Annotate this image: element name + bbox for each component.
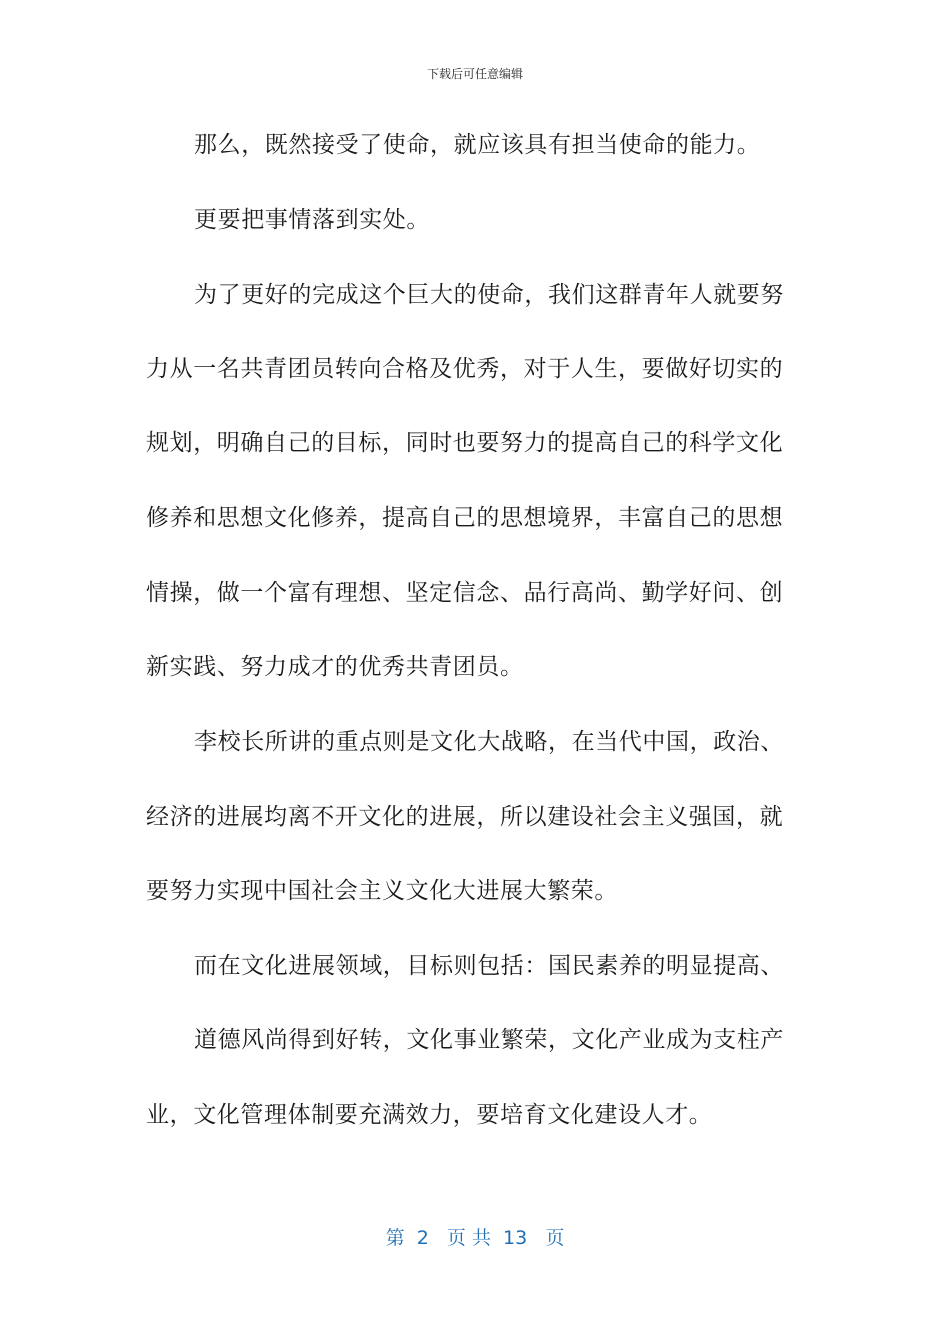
body-line: 那么，既然接受了使命，就应该具有担当使命的能力。 xyxy=(194,132,761,158)
page-number: 第 2 页 共 13 页 xyxy=(385,1227,565,1249)
body-line: 为了更好的完成这个巨大的使命，我们这群青年人就要努 xyxy=(194,282,784,308)
body-line: 业，文化管理体制要充满效力，要培育文化建设人才。 xyxy=(146,1102,713,1128)
body-line: 力从一名共青团员转向合格及优秀，对于人生，要做好切实的 xyxy=(146,356,784,382)
body-line: 修养和思想文化修养，提高自己的思想境界，丰富自己的思想 xyxy=(146,505,784,531)
body-line: 道德风尚得到好转，文化事业繁荣，文化产业成为支柱产 xyxy=(194,1027,784,1053)
body-line: 李校长所讲的重点则是文化大战略，在当代中国，政治、 xyxy=(194,729,784,755)
body-line: 新实践、努力成才的优秀共青团员。 xyxy=(146,654,524,680)
body-line: 而在文化进展领域，目标则包括：国民素养的明显提高、 xyxy=(194,953,784,979)
body-line: 要努力实现中国社会主义文化大进展大繁荣。 xyxy=(146,878,618,904)
body-line: 经济的进展均离不开文化的进展，所以建设社会主义强国，就 xyxy=(146,804,784,830)
body-line: 规划，明确自己的目标，同时也要努力的提高自己的科学文化 xyxy=(146,430,784,456)
body-line: 更要把事情落到实处。 xyxy=(194,207,430,233)
header-note: 下载后可任意编辑 xyxy=(426,67,523,81)
body-line: 情操，做一个富有理想、坚定信念、品行高尚、勤学好问、创 xyxy=(146,580,784,606)
